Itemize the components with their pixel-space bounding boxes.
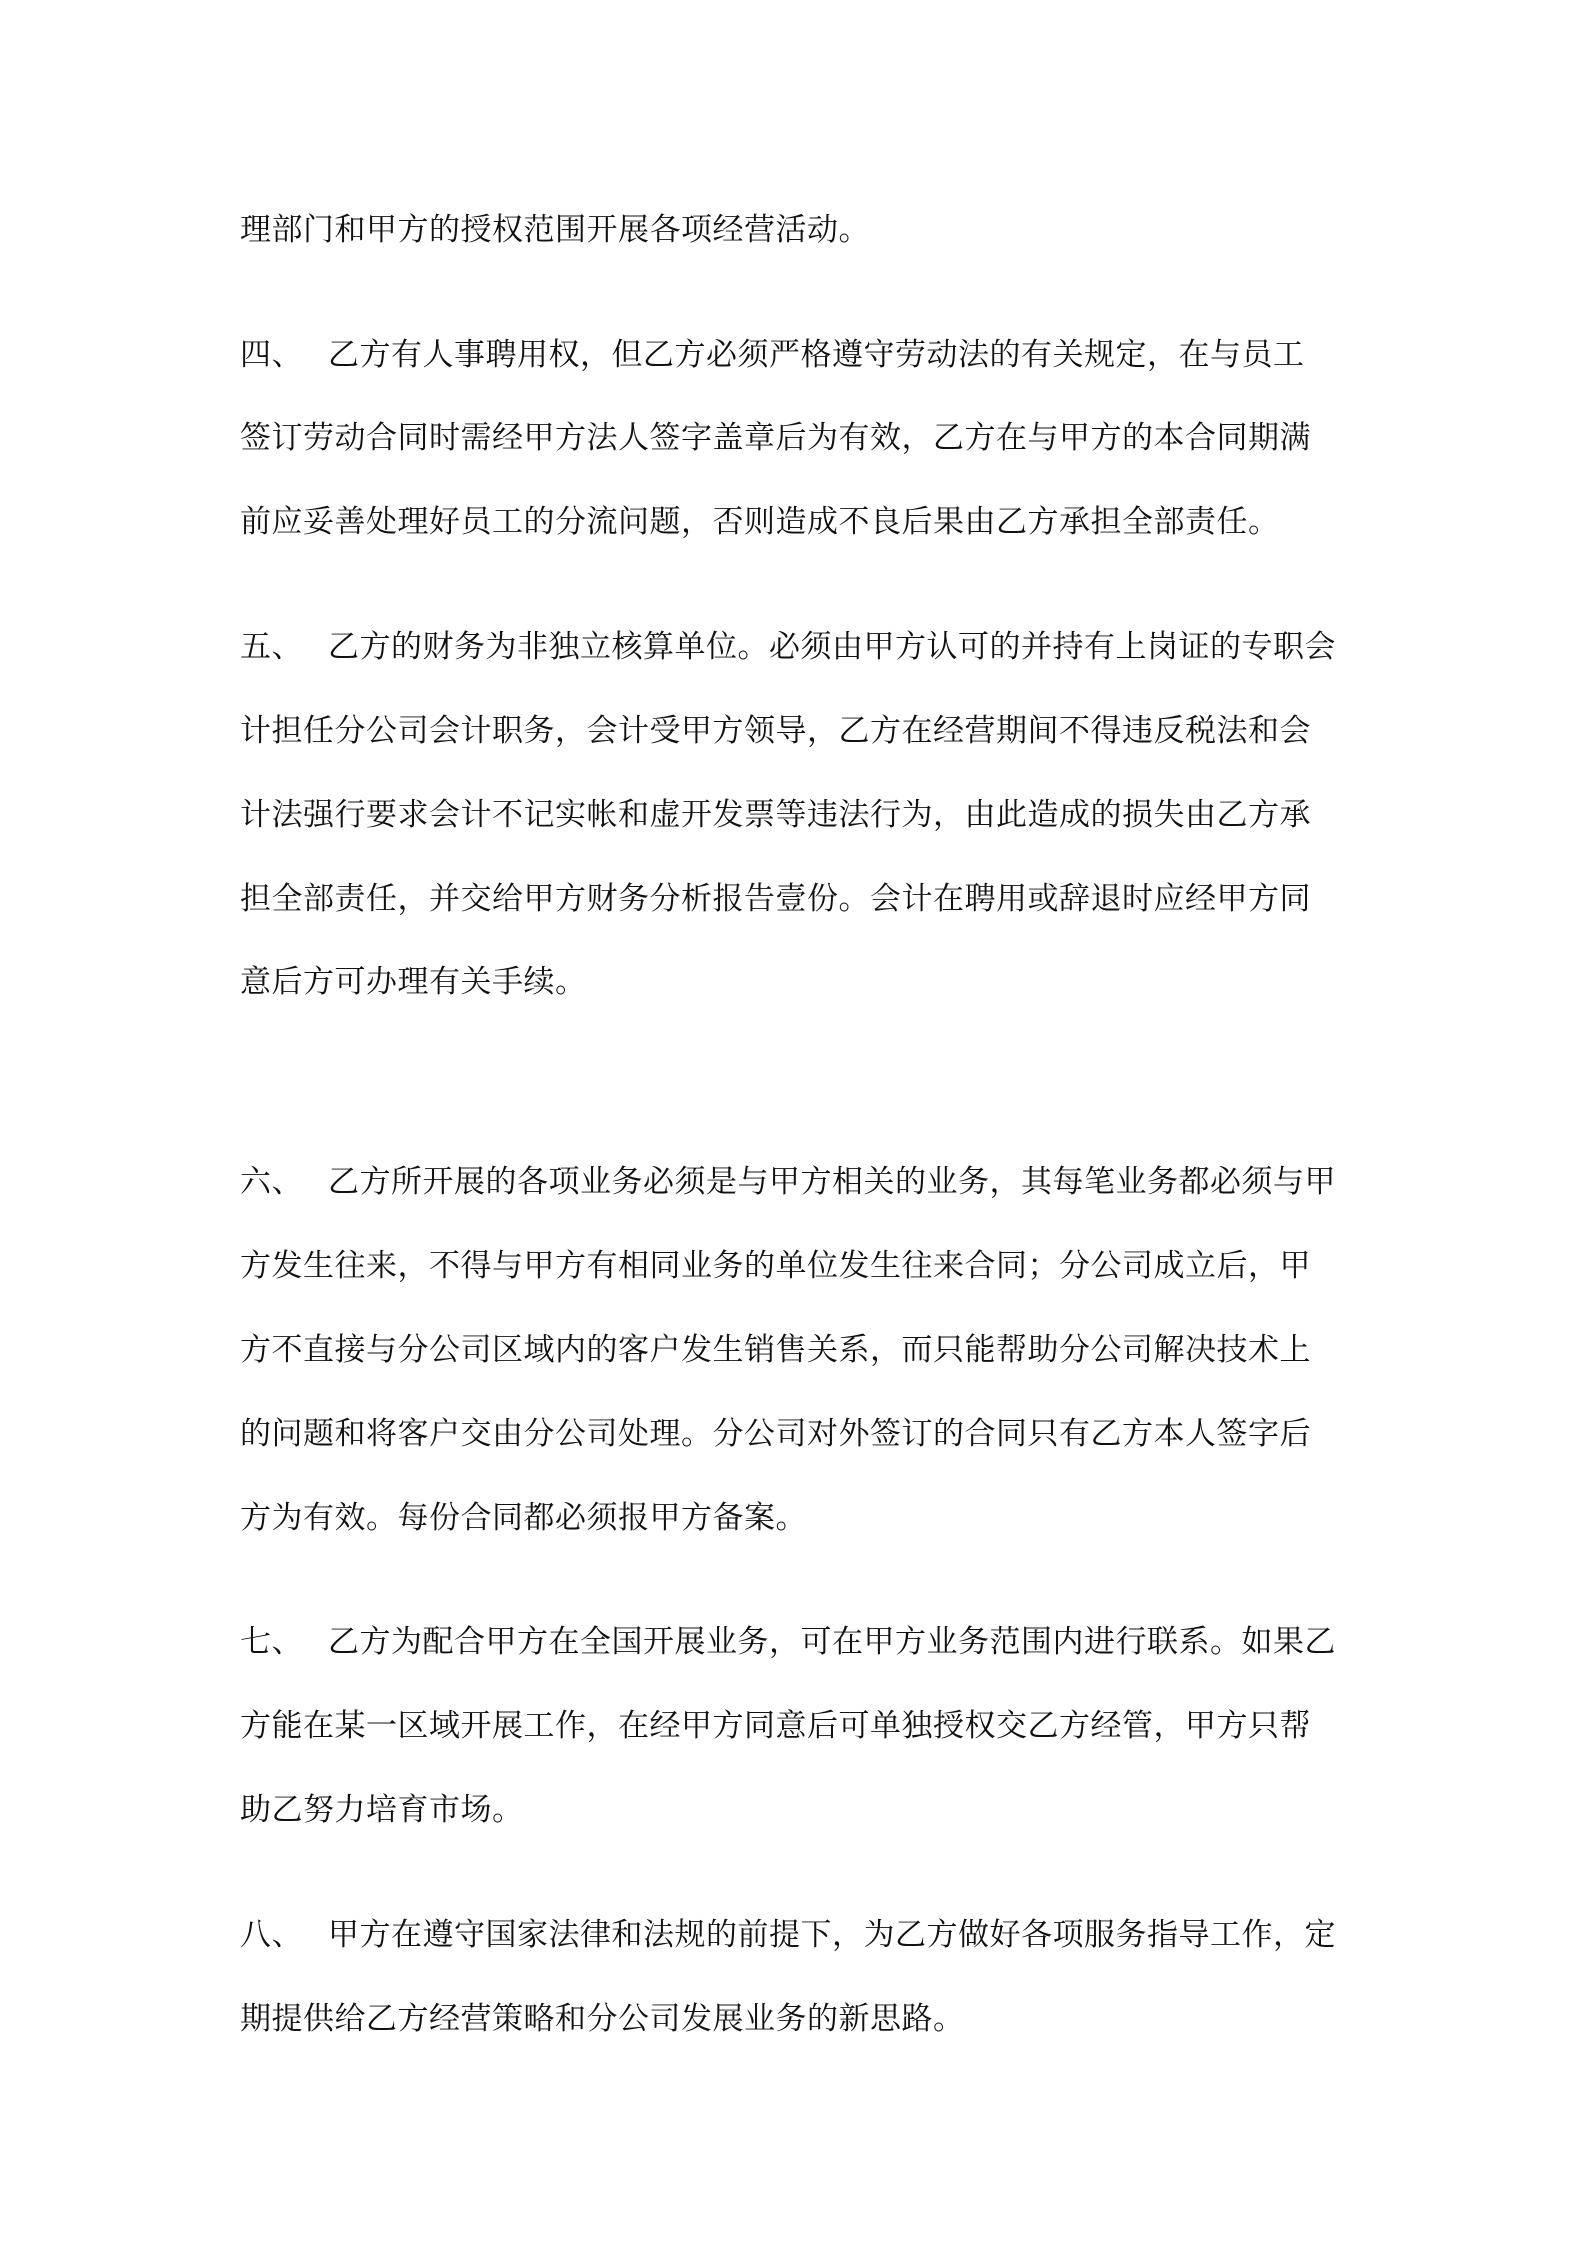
clause-5-line: 担全部责任，并交给甲方财务分析报告壹份。会计在聘用或辞退时应经甲方同: [240, 881, 1311, 917]
clause-6-line: 六、 乙方所开展的各项业务必须是与甲方相关的业务，其每笔业务都必须与甲: [240, 1160, 1360, 1204]
clause-4-line: 签订劳动合同时需经甲方法人签字盖章后为有效，乙方在与甲方的本合同期满: [240, 420, 1311, 456]
clause-7-line: 方能在某一区域开展工作，在经甲方同意后可单独授权交乙方经管，甲方只帮: [240, 1708, 1311, 1744]
clause-5-line: 计法强行要求会计不记实帐和虚开发票等违法行为，由此造成的损失由乙方承: [240, 797, 1311, 833]
clause-6-line: 的问题和将客户交由分公司处理。分公司对外签订的合同只有乙方本人签字后: [240, 1416, 1311, 1452]
clause-6-line: 方为有效。每份合同都必须报甲方备案。: [240, 1500, 807, 1536]
clause-4-line: 四、 乙方有人事聘用权，但乙方必须严格遵守劳动法的有关规定，在与员工: [240, 333, 1360, 377]
clause-number: 七、: [240, 1624, 303, 1660]
clause-number: 六、: [240, 1164, 303, 1200]
clause-5-line: 计担任分公司会计职务，会计受甲方领导，乙方在经营期间不得违反税法和会: [240, 713, 1311, 749]
clause-5-line: 五、 乙方的财务为非独立核算单位。必须由甲方认可的并持有上岗证的专职会: [240, 625, 1360, 669]
clause-number: 五、: [240, 629, 303, 665]
clause-number: 八、: [240, 1917, 303, 1953]
clause-7-line: 七、 乙方为配合甲方在全国开展业务，可在甲方业务范围内进行联系。如果乙: [240, 1620, 1360, 1664]
clause-number: 四、: [240, 337, 303, 373]
clause-6-line: 方不直接与分公司区域内的客户发生销售关系，而只能帮助分公司解决技术上: [240, 1332, 1311, 1368]
clause-8-line: 八、 甲方在遵守国家法律和法规的前提下，为乙方做好各项服务指导工作，定: [240, 1913, 1360, 1957]
clause-4-line: 前应妥善处理好员工的分流问题，否则造成不良后果由乙方承担全部责任。: [240, 504, 1280, 540]
continuation-line: 理部门和甲方的授权范围开展各项经营活动。: [240, 212, 870, 248]
clause-8-line: 期提供给乙方经营策略和分公司发展业务的新思路。: [240, 2001, 965, 2037]
clause-7-line: 助乙努力培育市场。: [240, 1792, 524, 1828]
clause-6-line: 方发生往来，不得与甲方有相同业务的单位发生往来合同；分公司成立后，甲: [240, 1248, 1311, 1284]
clause-5-line: 意后方可办理有关手续。: [240, 964, 587, 1000]
